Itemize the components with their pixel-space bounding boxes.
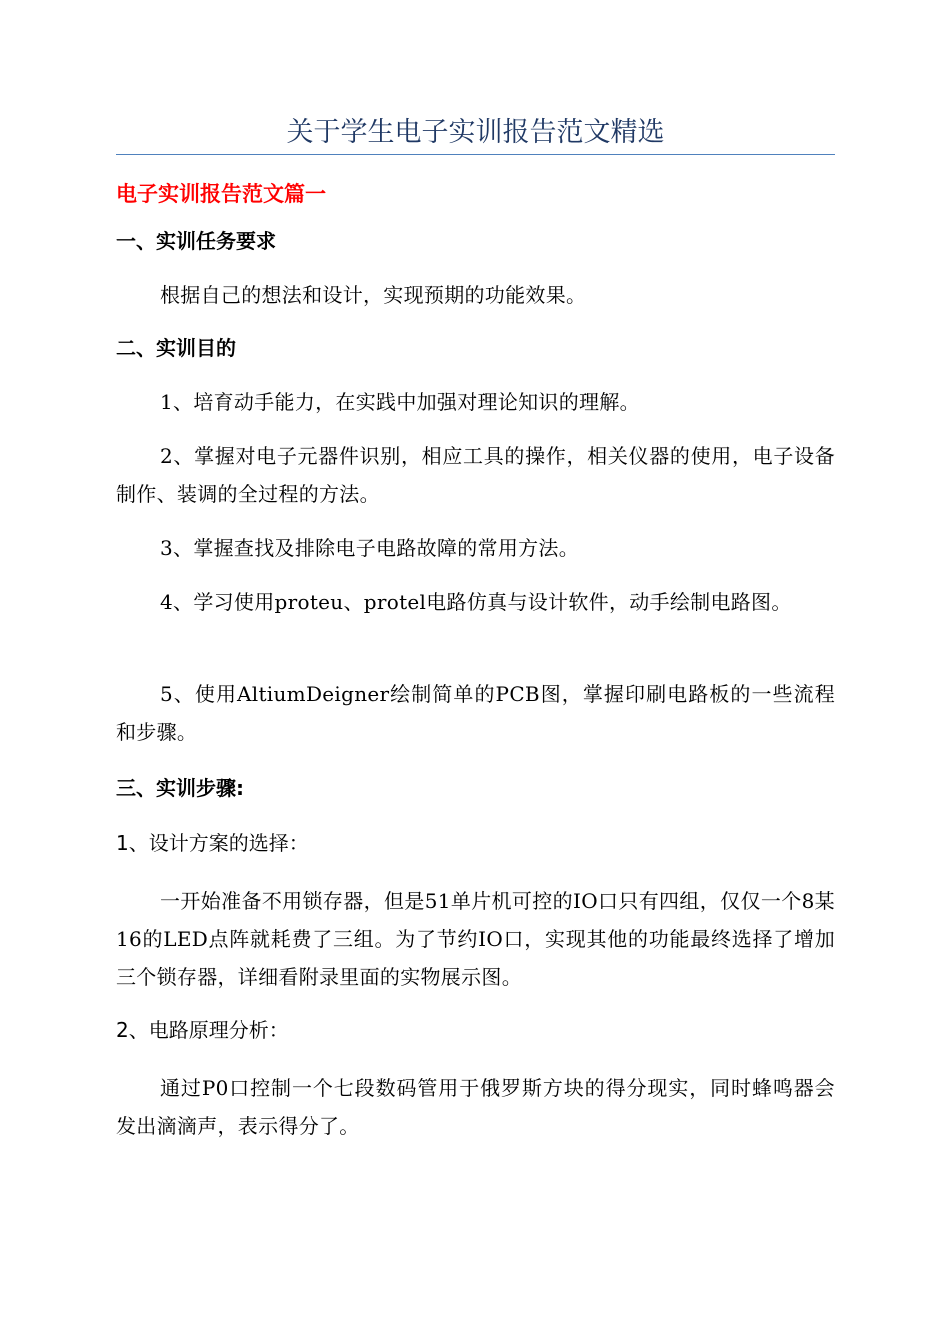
paragraph-goal-1: 1、培育动手能力，在实践中加强对理论知识的理解。 [160, 390, 640, 414]
heading-training-steps: 三、实训步骤: [116, 776, 244, 800]
document-title: 关于学生电子实训报告范文精选 [286, 117, 665, 148]
paragraph-task: 根据自己的想法和设计，实现预期的功能效果。 [160, 283, 587, 307]
heading-training-goals: 二、实训目的 [116, 336, 236, 360]
subheading-circuit-analysis: 2、电路原理分析： [116, 1018, 289, 1042]
paragraph-goal-4: 4、学习使用proteu、protel电路仿真与设计软件，动手绘制电路图。 [160, 590, 792, 614]
paragraph-design: 一开始准备不用锁存器，但是51单片机可控的IO口只有四组，仅仅一个8某16的LED点阵就耗费了三组。为了节约IO口，实现其他的功能最终选择了增加三个锁存器，详细看附录里面的实物展示图。 [116, 889, 835, 989]
paragraph-goal-3: 3、掌握查找及排除电子电路故障的常用方法。 [160, 536, 580, 560]
paragraph-goal-5: 5、使用AltiumDeigner绘制简单的PCB图，掌握印刷电路板的一些流程和步骤。 [116, 682, 835, 744]
heading-task-requirements: 一、实训任务要求 [116, 229, 276, 253]
paragraph-circuit: 通过P0口控制一个七段数码管用于俄罗斯方块的得分现实，同时蜂鸣器会发出滴滴声，表示得分了。 [116, 1076, 835, 1138]
paragraph-goal-2: 2、掌握对电子元器件识别，相应工具的操作，相关仪器的使用，电子设备制作、装调的全过程的方法。 [116, 444, 835, 506]
subheading-design-choice: 1、设计方案的选择： [116, 831, 309, 855]
title-underline [116, 154, 835, 155]
section-title: 电子实训报告范文篇一 [116, 182, 326, 206]
